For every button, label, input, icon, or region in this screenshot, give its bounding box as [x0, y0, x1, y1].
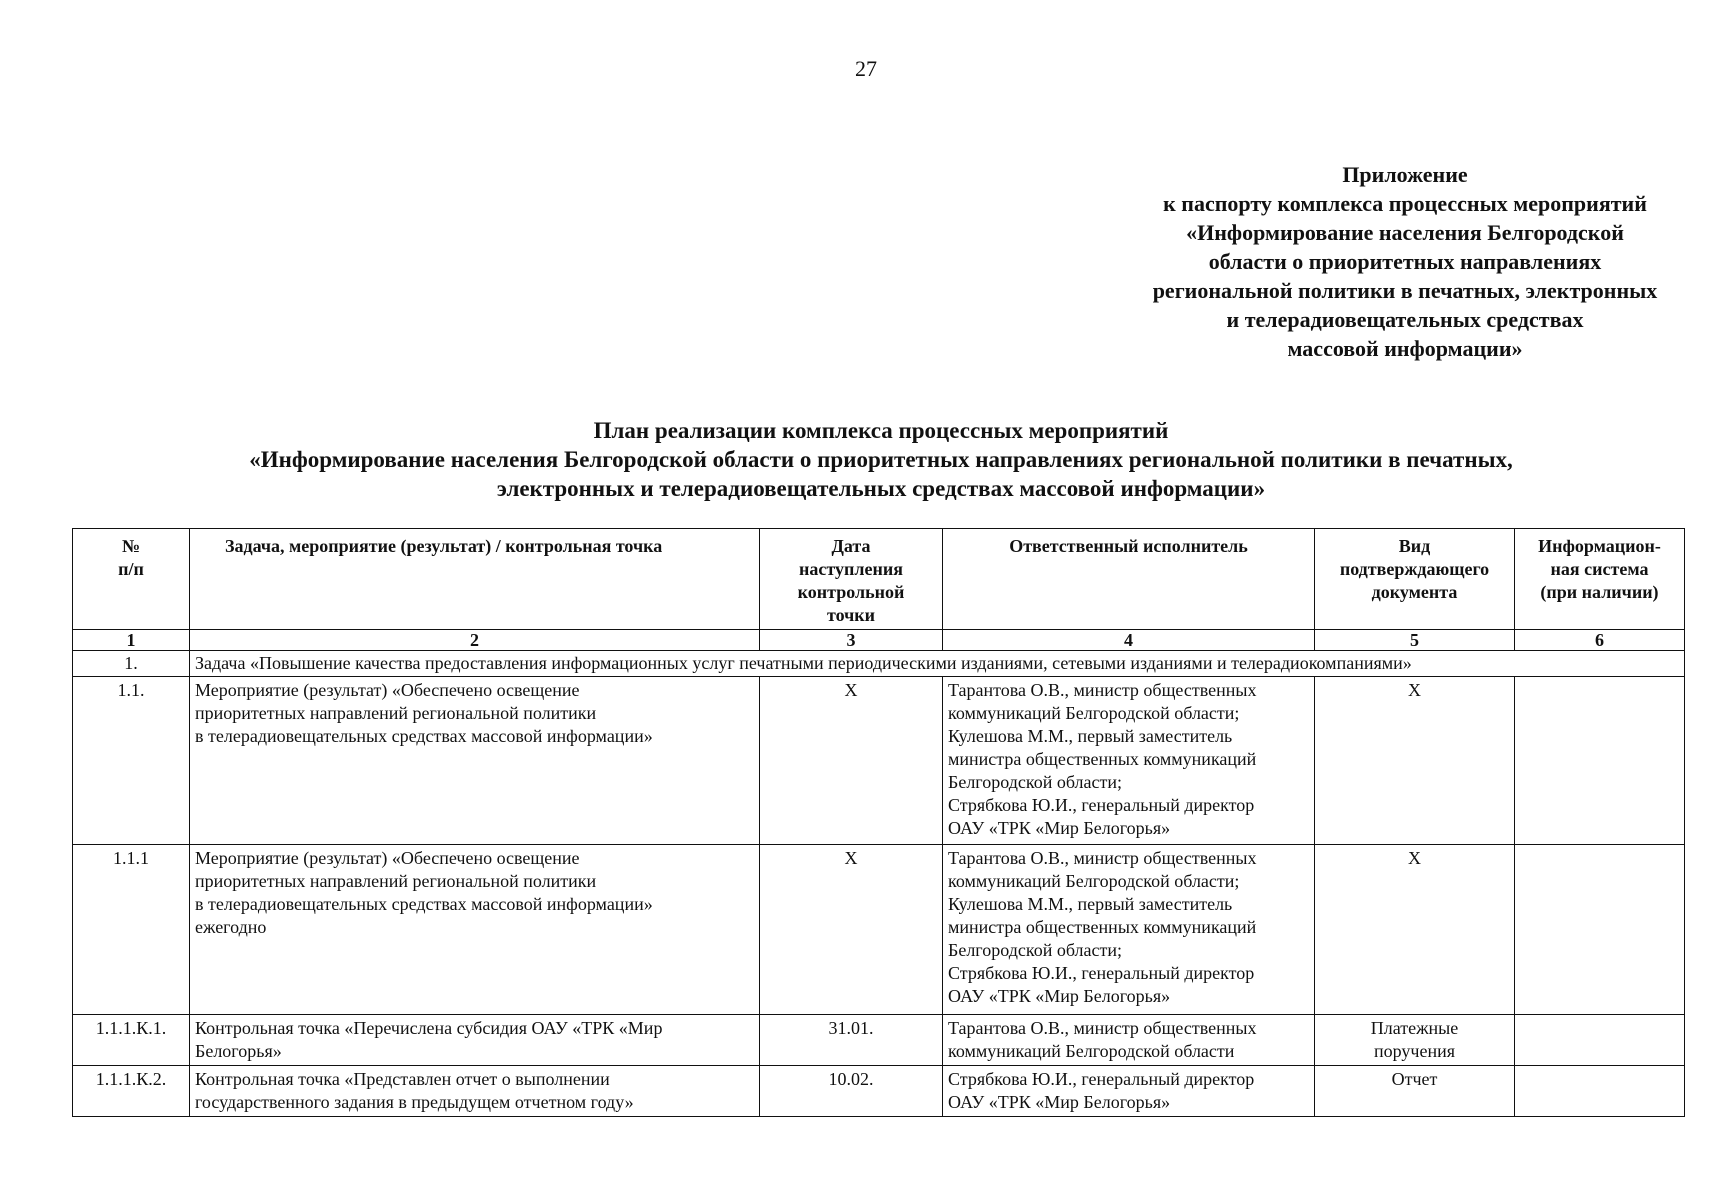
row-system — [1515, 1015, 1685, 1066]
row-task: Контрольная точка «Представлен отчет о выполнении государственного задания в предыдущем отчетном году» — [190, 1066, 760, 1117]
column-number: 4 — [943, 630, 1315, 651]
column-number-row — [73, 630, 1685, 651]
plan-title-line: электронных и телерадиовещательных средствах массовой информации» — [496, 476, 1266, 501]
row-date: X — [760, 845, 943, 1015]
appendix-line: области о приоритетных направлениях — [1208, 249, 1602, 274]
header-date: Дата наступления контрольной точки — [760, 529, 943, 630]
row-task: Мероприятие (результат) «Обеспечено освещение приоритетных направлений региональной политики в телерадиовещательных средствах массовой информации» ежегодно — [190, 845, 760, 1015]
row-responsible: Тарантова О.В., министр общественных коммуникаций Белгородской области; Кулешова М.М., первый заместитель министра общественных коммуникаций Белгородской области; Стрябкова Ю.И., генеральный директор ОАУ «ТРК «Мир Белогорья» — [943, 677, 1315, 845]
row-num: 1.1.1.К.2. — [73, 1066, 190, 1117]
column-number: 6 — [1515, 630, 1685, 651]
plan-title-line: «Информирование населения Белгородской области о приоритетных направлениях региональной политики в печатных, — [249, 447, 1513, 472]
header-task: Задача, мероприятие (результат) / контрольная точка — [190, 529, 760, 630]
page-number: 27 — [855, 56, 877, 81]
plan-table — [72, 528, 1685, 1117]
table-row — [73, 677, 1685, 845]
appendix-line: региональной политики в печатных, электронных — [1152, 278, 1658, 303]
row-num: 1.1.1 — [73, 845, 190, 1015]
row-responsible: Тарантова О.В., министр общественных коммуникаций Белгородской области; Кулешова М.М., первый заместитель министра общественных коммуникаций Белгородской области; Стрябкова Ю.И., генеральный директор ОАУ «ТРК «Мир Белогорья» — [943, 845, 1315, 1015]
header-system: Информацион- ная система (при наличии) — [1515, 529, 1685, 630]
appendix-line: и телерадиовещательных средствах — [1226, 307, 1584, 332]
row-date: 10.02. — [760, 1066, 943, 1117]
row-document: Платежные поручения — [1315, 1015, 1515, 1066]
header-responsible: Ответственный исполнитель — [943, 529, 1315, 630]
appendix-line: Приложение — [1342, 162, 1468, 187]
header-num: № п/п — [73, 529, 190, 630]
header-document: Вид подтверждающего документа — [1315, 529, 1515, 630]
task-row — [73, 651, 1685, 677]
appendix-line: к паспорту комплекса процессных мероприятий — [1163, 191, 1647, 216]
appendix-heading — [1100, 160, 1710, 363]
plan-title — [100, 416, 1662, 503]
row-document: Отчет — [1315, 1066, 1515, 1117]
task-num: 1. — [73, 651, 190, 677]
appendix-line: массовой информации» — [1287, 336, 1523, 361]
task-text: Задача «Повышение качества предоставления информационных услуг печатными периодическими изданиями, сетевыми изданиями и телерадиокомпаниями» — [190, 651, 1685, 677]
row-num: 1.1.1.К.1. — [73, 1015, 190, 1066]
column-number: 1 — [73, 630, 190, 651]
row-system — [1515, 1066, 1685, 1117]
column-number: 2 — [190, 630, 760, 651]
row-system — [1515, 677, 1685, 845]
table-row — [73, 1015, 1685, 1066]
appendix-line: «Информирование населения Белгородской — [1186, 220, 1624, 245]
row-document: X — [1315, 677, 1515, 845]
row-date: X — [760, 677, 943, 845]
table-row — [73, 845, 1685, 1015]
row-date: 31.01. — [760, 1015, 943, 1066]
plan-title-line: План реализации комплекса процессных мероприятий — [593, 418, 1169, 443]
row-system — [1515, 845, 1685, 1015]
row-document: X — [1315, 845, 1515, 1015]
row-responsible: Стрябкова Ю.И., генеральный директор ОАУ «ТРК «Мир Белогорья» — [943, 1066, 1315, 1117]
row-task: Мероприятие (результат) «Обеспечено освещение приоритетных направлений региональной политики в телерадиовещательных средствах массовой информации» — [190, 677, 760, 845]
row-task: Контрольная точка «Перечислена субсидия ОАУ «ТРК «Мир Белогорья» — [190, 1015, 760, 1066]
column-number: 3 — [760, 630, 943, 651]
column-number: 5 — [1315, 630, 1515, 651]
table-row — [73, 1066, 1685, 1117]
row-num: 1.1. — [73, 677, 190, 845]
row-responsible: Тарантова О.В., министр общественных коммуникаций Белгородской области — [943, 1015, 1315, 1066]
table-header-row — [73, 529, 1685, 630]
